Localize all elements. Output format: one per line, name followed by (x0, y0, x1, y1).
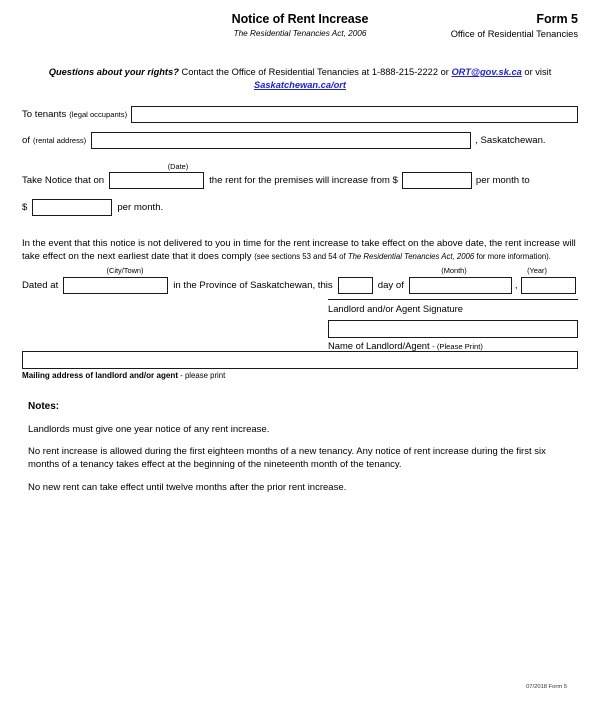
signature-label: Landlord and/or Agent Signature (328, 303, 463, 314)
notice-tail-text: per month to (475, 175, 530, 186)
city-input[interactable] (63, 277, 168, 294)
day-input[interactable] (338, 277, 373, 294)
mailing-address-label (22, 370, 578, 381)
signature-line[interactable] (328, 299, 578, 300)
agent-name-hint: - (Please Print) (432, 342, 483, 351)
address-hint: (rental address) (33, 136, 87, 145)
notes-item: No rent increase is allowed during the first eighteen months of a new tenancy. Any notice of rent increase during the first six months of a tenancy takes effect at the beginning of the nineteenth month of the tenancy. (28, 446, 546, 471)
old-rent-input[interactable] (402, 172, 472, 189)
new-rent-row (0, 199, 600, 216)
mailing-address-block (22, 351, 578, 381)
page-title: Notice of Rent Increase (231, 12, 369, 26)
mailing-address-input[interactable] (22, 351, 578, 369)
address-label: of (22, 135, 31, 146)
notes-title: Notes: (28, 401, 60, 412)
dated-row (0, 266, 600, 294)
new-rent-input[interactable] (32, 199, 112, 216)
agent-name-input[interactable] (328, 320, 578, 338)
take-notice-row (0, 162, 600, 189)
signature-block (328, 299, 578, 353)
form-page (0, 12, 600, 712)
day-of-label: day of (377, 280, 404, 292)
issuing-office: Office of Residential Tenancies (450, 29, 578, 39)
header-form-block (451, 12, 578, 40)
paragraph-main-text: In the event that this notice is not delivered to you in time for the rent increase to take effect on the above date, the rent increase will take effect on the next earliest date that it does comply (22, 238, 576, 263)
dated-mid-text: in the Province of Saskatchewan, this (173, 280, 333, 292)
questions-text-1: Contact the Office of Residential Tenancies at 1-888-215-2222 or (178, 67, 452, 77)
dollar-sign: $ (22, 202, 28, 213)
year-input[interactable] (521, 277, 576, 294)
questions-lead: Questions about your rights? (48, 67, 179, 77)
notes-section (28, 400, 572, 494)
date-caption: (Date) (167, 162, 189, 171)
mailing-address-hint: - please print (178, 371, 226, 380)
month-caption: (Month) (441, 266, 467, 276)
per-month-label: per month. (117, 202, 164, 213)
city-caption: (City/Town) (106, 266, 144, 276)
paragraph-note-close: for more information). (474, 252, 551, 262)
website-link[interactable]: Saskatchewan.ca/ort (254, 80, 346, 90)
email-link[interactable]: ORT@gov.sk.ca (451, 67, 522, 77)
questions-text-2: or visit (521, 67, 552, 77)
month-input[interactable] (409, 277, 512, 294)
dated-lead: Dated at (22, 280, 59, 292)
notice-mid-text: the rent for the premises will increase from $ (209, 175, 398, 186)
legal-paragraph (0, 237, 600, 263)
page-subtitle: The Residential Tenancies Act, 2006 (233, 29, 367, 38)
mailing-address-label-text: Mailing address of landlord and/or agent (22, 371, 179, 380)
paragraph-note-open: (see sections 53 and 54 of (254, 252, 348, 262)
notice-lead: Take Notice that on (22, 175, 105, 186)
dated-comma: , (514, 280, 518, 292)
tenants-label: To tenants (22, 109, 67, 120)
effective-date-input[interactable] (109, 172, 204, 189)
form-number: Form 5 (536, 12, 578, 26)
paragraph-note-act: The Residential Tenancies Act, 2006 (347, 252, 475, 262)
notes-item: Landlords must give one year notice of any rent increase. (28, 424, 270, 435)
tenants-row (0, 106, 600, 123)
address-suffix: , Saskatchewan. (475, 135, 546, 146)
questions-banner (0, 66, 600, 92)
address-input[interactable] (91, 132, 471, 149)
tenants-hint: (legal occupants) (69, 110, 128, 119)
footer-revision: 07/2018 Form 5 (526, 684, 567, 690)
notes-item: No new rent can take effect until twelve months after the prior rent increase. (28, 481, 347, 493)
agent-name-label-text: Name of Landlord/Agent (328, 340, 430, 351)
address-row (0, 132, 600, 149)
year-caption: (Year) (527, 266, 547, 276)
document-header (0, 12, 600, 52)
tenants-input[interactable] (131, 106, 578, 123)
